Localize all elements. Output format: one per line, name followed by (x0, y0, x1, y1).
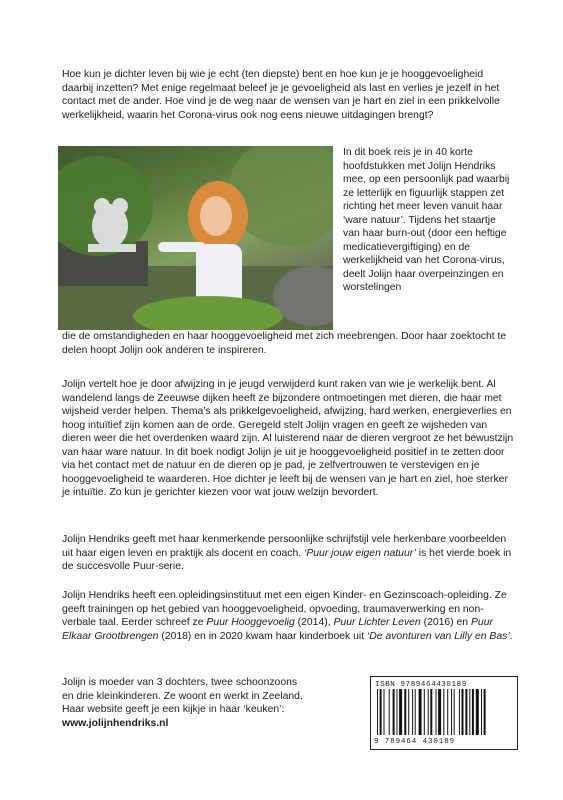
photo-continue-paragraph: die de omstandigheden en haar hooggevoeligheid met zich meebrengen. Door haar zoektocht te delen hoopt Jolijn ook anderen te inspireren. (62, 331, 507, 356)
author-photo (58, 146, 333, 330)
content-paragraph: Jolijn vertelt hoe je door afwijzing in je jeugd verwijderd kunt raken van wie je werkelijk bent. Al wandelend langs de Zeeuwse dijken heeft ze bijzondere ontmoetingen met dieren, die haar met wijsheid verder helpen. Thema’s als prikkelgevoeligheid, afwijzing, hard werken, energieverlies en hoog intuïtief zijn komen aan de orde. Geregeld stelt Jolijn vragen en geeft ze wijsheden van dieren weer die het overdenken waard zijn. Al luisterend naar de dieren vergroot ze het bewustzijn van haar ware natuur. In dit boek nodigt Jolijn je uit je hooggevoeligheid positief in te zetten door via het contact met de natuur en de dieren op je pad, je zelfvertrouwen te verstevigen en je hooggevoeligheid te waarderen. Hoe dichter je leeft bij de wensen van je hart en ziel, hoe sterker je intuïtie. Zo kun je gerichter kiezen voor wat jouw welzijn bevordert. (62, 379, 514, 498)
contact-line: en drie kleinkinderen. Ze woont en werkt in Zeeland. (62, 690, 303, 702)
paragraph-text: Jolijn Hendriks heeft een opleidingsinstituut met een eigen Kinder- en Gezinscoach-opleiding. Ze geeft trainingen op het gebied van hooggevoeligheid, opvoeding, traumaverwerking en non-verbale taal. Eerder schreef ze (62, 590, 507, 628)
paragraph-text: Jolijn Hendriks geeft met haar kenmerkende persoonlijke schrijfstijl vele herkenbare voorbeelden uit haar eigen leven en praktijk als docent en coach. (62, 534, 507, 559)
isbn-text: ISBN 9789464430189 (375, 681, 467, 689)
book-title: ‘Puur jouw eigen natuur’ (304, 547, 416, 559)
book-title: ‘De avonturen van Lilly en Bas’ (366, 630, 510, 642)
paragraph-text: (2016) en (420, 617, 471, 628)
contact-line: Haar website geeft je een kijkje in haar ‘keuken’: (62, 704, 285, 715)
paragraph-text: is het vierde boek in de succesvolle Puur-serie. (62, 547, 512, 572)
author-photo-illustration (58, 146, 333, 330)
intro-paragraph: Hoe kun je dichter leven bij wie je echt (ten diepste) bent en hoe kun je je hooggevoeligheid daarbij inzetten? Met enige regelmaat beleef je je gevoeligheid als last en verlies je jezelf in het contact met de ander. Hoe vind je de weg naar de wensen van je hart en ziel in een prikkelvolle werkelijkheid, waarin het Corona-virus ook nog eens nieuwe uitdagingen brengt? (62, 69, 500, 121)
author-contact-block (62, 676, 362, 730)
book-title: Puur Elkaar Grootbrengen (62, 617, 493, 642)
barcode-bars-icon (377, 689, 511, 735)
book-title: Puur Hooggevoelig (206, 617, 295, 628)
book-title: Puur Lichter Leven (333, 617, 421, 628)
author-bio-paragraph (62, 589, 514, 643)
photo-side-paragraph: In dit boek reis je in 40 korte hoofdstukken met Jolijn Hendriks mee, op een persoonlijk pad waarbij ze letterlijk en figuurlijk stappen zet richting het meer leven vanuit haar ‘ware natuur’. Tijdens het staartje van haar burn-out (door een heftige medicatievergiftiging) en de werkelijkheid van het Corona-virus, deelt Jolijn haar overpeinzingen en worstelingen (343, 147, 510, 293)
author-style-paragraph (62, 533, 514, 574)
barcode-digits: 9 789464 430189 (374, 738, 456, 746)
website-link[interactable]: www.jolijnhendriks.nl (62, 717, 169, 729)
paragraph-text: (2018) en in 2020 kwam haar kinderboek uit (158, 630, 367, 642)
contact-line: Jolijn is moeder van 3 dochters, twee schoonzoons (62, 677, 298, 688)
paragraph-text: . (509, 630, 513, 642)
isbn-barcode (370, 676, 518, 750)
paragraph-text: (2014), (294, 617, 334, 628)
